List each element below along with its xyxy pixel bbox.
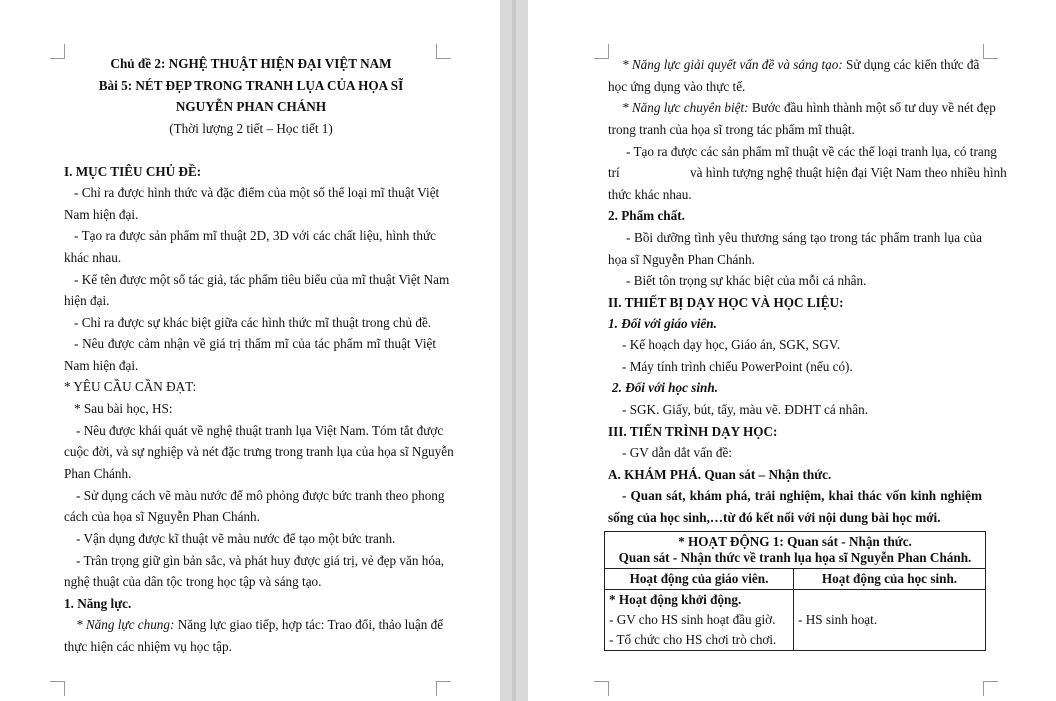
activity-title: * HOẠT ĐỘNG 1: Quan sát - Nhận thức. [678,534,912,549]
paragraph-line: - Kế hoạch dạy học, Giáo án, SGK, SGV. [622,337,841,352]
paragraph-line: sống của học sinh,…từ đó kết nối với nội dung bài học mới. [608,510,941,525]
paragraph-line: - Chỉ ra được sự khác biệt giữa các hình thức mĩ thuật trong chủ đề. [74,315,432,330]
paragraph-line: Nam hiện đại. [64,207,139,222]
paragraph-line: hiện đại. [64,293,110,308]
paragraph-line: thực hiện các nhiệm vụ học tập. [64,639,232,654]
paragraph-line: - Chỉ ra được hình thức và đặc điểm của một số thể loại mĩ thuật Việt [74,185,440,200]
section-heading: III. TIẾN TRÌNH DẠY HỌC: [608,424,778,439]
paragraph-line: thức khác nhau. [608,187,692,202]
crop-mark [50,681,65,696]
document-page-2 [528,0,1056,701]
lesson-title-cont: NGUYỄN PHAN CHÁNH [175,99,327,114]
paragraph-line: nghệ thuật của dân tộc trong học tập và sáng tạo. [64,574,322,589]
paragraph-line [622,100,996,116]
cell-line: - GV cho HS sinh hoạt đầu giờ. [609,612,776,627]
crop-mark [50,44,65,59]
page-gutter [500,0,528,701]
paragraph-line: trí [608,165,620,180]
paragraph-line: - Sử dụng cách vẽ màu nước để mô phỏng được bức tranh theo phong [76,488,445,503]
paragraph-line: - Vận dụng được kĩ thuật vẽ màu nước để tạo một bức tranh. [76,531,396,546]
crop-mark [594,681,609,696]
paragraph-line: - Tạo ra được sản phẩm mĩ thuật 2D, 3D với các chất liệu, hình thức [74,228,436,243]
paragraph-line: - Quan sát, khám phá, trải nghiệm, khai thác vốn kinh nghiệm [622,488,982,503]
section-heading: II. THIẾT BỊ DẠY HỌC VÀ HỌC LIỆU: [608,295,844,310]
activity-table-title [605,532,986,569]
crop-mark [983,44,998,59]
specialist-label: * Năng lực chuyên biệt: [622,100,749,115]
paragraph-line: Nam hiện đại. [64,358,139,373]
paragraph-line: * Sau bài học, HS: [74,401,173,416]
paragraph-line: - Nêu được khái quát về nghệ thuật tranh lụa Việt Nam. Tóm tắt được [76,423,444,438]
lesson-title: Bài 5: NÉT ĐẸP TRONG TRANH LỤA CỦA HỌA SĨ [98,78,404,93]
paragraph-line: Phan Chánh. [64,466,132,481]
section-heading: A. KHÁM PHÁ. Quan sát – Nhận thức. [608,467,832,482]
paragraph-line: - SGK. Giấy, bút, tẩy, màu vẽ. ĐDHT cá nhân. [622,402,868,417]
paragraph-line: - Kể tên được một số tác giả, tác phẩm tiêu biểu của mĩ thuật Việt Nam [74,272,450,287]
paragraph-line: - Biết tôn trọng sự khác biệt của mỗi cá nhân. [626,273,867,288]
paragraph-line: và hình tượng nghệ thuật hiện đại Việt Nam theo nhiều hình [690,165,1007,180]
column-header-teacher: Hoạt động của giáo viên. [605,569,794,590]
subsection-heading: 2. Đối với học sinh. [612,380,718,395]
topic-title: Chủ đề 2: NGHỆ THUẬT HIỆN ĐẠI VIỆT NAM [110,56,392,71]
problem-solving-label: * Năng lực giải quyết vấn đề và sáng tạo: [622,57,843,72]
paragraph-line: - Máy tính trình chiếu PowerPoint (nếu có). [622,359,853,374]
scrollbar-divider [512,0,516,701]
crop-mark [594,44,609,59]
document-page-1 [0,0,500,701]
paragraph-line: - Bồi dưỡng tình yêu thương sáng tạo trong tác phẩm tranh lụa của [626,230,982,245]
column-header-student: Hoạt động của học sinh. [794,569,986,590]
student-activity-cell [794,590,986,651]
competence-text: Năng lực giao tiếp, hợp tác: Trao đổi, thảo luận để [174,617,444,632]
activity-subtitle: Quan sát - Nhận thức về tranh lụa họa sĩ Nguyễn Phan Chánh. [618,550,972,565]
cell-line: * Hoạt động khởi động. [609,592,742,607]
paragraph-line: - Nêu được cảm nhận về giá trị thẩm mĩ của tác phẩm mĩ thuật Việt [74,336,436,351]
paragraph-line: khác nhau. [64,250,122,265]
section-heading: I. MỤC TIÊU CHỦ ĐỀ: [64,164,202,179]
cell-line: - HS sinh hoạt. [798,612,878,627]
paragraph-line: trong tranh của họa sĩ trong tác phẩm mĩ thuật. [608,122,855,137]
subsection-heading: 1. Năng lực. [64,596,132,611]
competence-label: * Năng lực chung: [76,617,175,632]
paragraph-line: - GV dẫn dắt vấn đề: [622,445,732,460]
cell-line: - Tổ chức cho HS chơi trò chơi. [609,632,777,647]
specialist-text: Bước đầu hình thành một số tư duy về nét đẹp [748,100,996,115]
paragraph-line [622,57,982,73]
requirements-heading: * YÊU CẦU CẦN ĐẠT: [64,379,197,394]
paragraph-line: - Tạo ra được các sản phẩm mĩ thuật về các thể loại tranh lụa, có trang [626,144,997,159]
paragraph-line: họa sĩ Nguyễn Phan Chánh. [608,252,755,267]
paragraph-line [76,617,444,633]
subsection-heading: 2. Phẩm chất. [608,208,685,223]
problem-solving-text: Sử dụng các kiến thức đã [842,57,980,72]
crop-mark [436,44,451,59]
paragraph-line: cách của họa sĩ Nguyễn Phan Chánh. [64,509,260,524]
paragraph-line: học ứng dụng vào thực tế. [608,79,746,94]
paragraph-line: cuộc đời, và sự nghiệp và nét đặc trưng trong tranh lụa của họa sĩ Nguyễn [64,444,454,459]
crop-mark [436,681,451,696]
duration-note: (Thời lượng 2 tiết – Học tiết 1) [169,121,333,136]
activity-table [604,531,986,651]
paragraph-line: - Trân trọng giữ gìn bản sắc, và phát huy được giá trị, vẻ đẹp văn hóa, [76,553,445,568]
subsection-heading: 1. Đối với giáo viên. [608,316,717,331]
teacher-activity-cell [605,590,794,651]
crop-mark [983,681,998,696]
